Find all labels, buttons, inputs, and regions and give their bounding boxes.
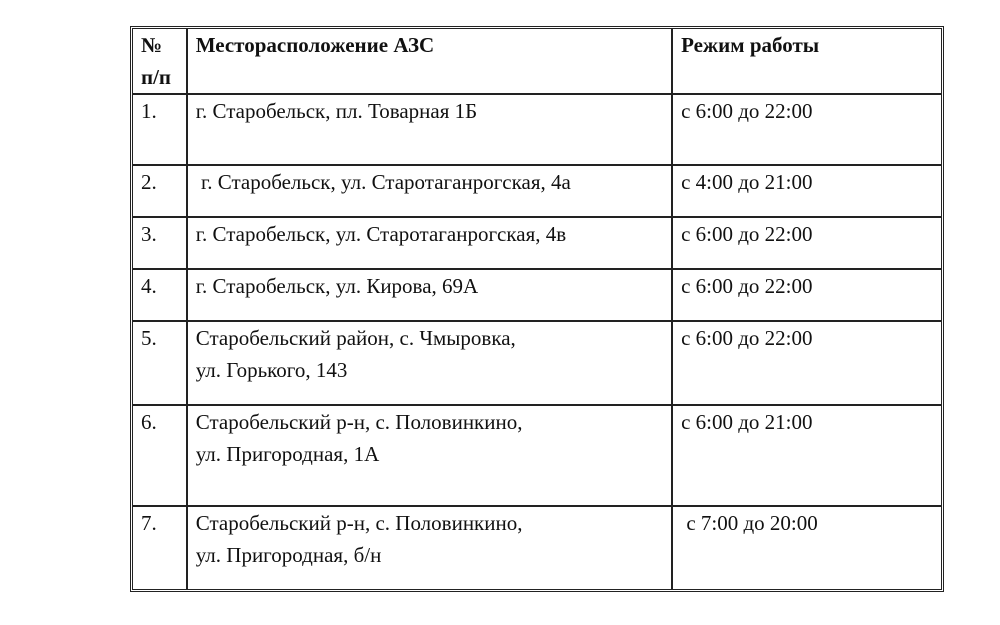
row-location (187, 405, 672, 506)
row-location (187, 506, 672, 590)
row-location: г. Старобельск, пл. Товарная 1Б (187, 94, 672, 165)
row-location: г. Старобельск, ул. Кирова, 69А (187, 269, 672, 321)
table-row (132, 94, 942, 165)
table-row (132, 506, 942, 590)
row-location-line2: ул. Пригородная, б/н (195, 543, 382, 567)
row-number: 1. (132, 94, 187, 165)
header-number-line1: № (141, 33, 163, 57)
row-hours: с 6:00 до 22:00 (672, 217, 942, 269)
row-location: г. Старобельск, ул. Старотаганрогская, 4в (187, 217, 672, 269)
header-location: Месторасположение АЗС (187, 28, 672, 94)
row-location: г. Старобельск, ул. Старотаганрогская, 4а (187, 165, 672, 217)
row-hours: с 7:00 до 20:00 (672, 506, 942, 590)
row-number: 7. (132, 506, 187, 590)
header-number-line2: п/п (141, 65, 172, 89)
row-hours: с 6:00 до 22:00 (672, 321, 942, 405)
row-number: 2. (132, 165, 187, 217)
row-hours: с 4:00 до 21:00 (672, 165, 942, 217)
row-hours: с 6:00 до 21:00 (672, 405, 942, 506)
table-row (132, 405, 942, 506)
table-header-row (132, 28, 942, 94)
row-location-line1: Старобельский р-н, с. Половинкино, (195, 410, 523, 434)
row-number: 6. (132, 405, 187, 506)
row-hours: с 6:00 до 22:00 (672, 94, 942, 165)
row-number: 3. (132, 217, 187, 269)
row-location-line2: ул. Горького, 143 (195, 358, 348, 382)
row-hours: с 6:00 до 22:00 (672, 269, 942, 321)
row-location-line1: Старобельский район, с. Чмыровка, (195, 326, 516, 350)
row-number: 5. (132, 321, 187, 405)
row-location-line2: ул. Пригородная, 1А (195, 442, 380, 466)
row-location (187, 321, 672, 405)
row-location-line1: Старобельский р-н, с. Половинкино, (195, 511, 523, 535)
gas-stations-table (130, 26, 944, 592)
table-row (132, 269, 942, 321)
header-hours: Режим работы (672, 28, 942, 94)
row-number: 4. (132, 269, 187, 321)
table-row (132, 321, 942, 405)
header-number (132, 28, 187, 94)
table-row (132, 217, 942, 269)
table-row (132, 165, 942, 217)
